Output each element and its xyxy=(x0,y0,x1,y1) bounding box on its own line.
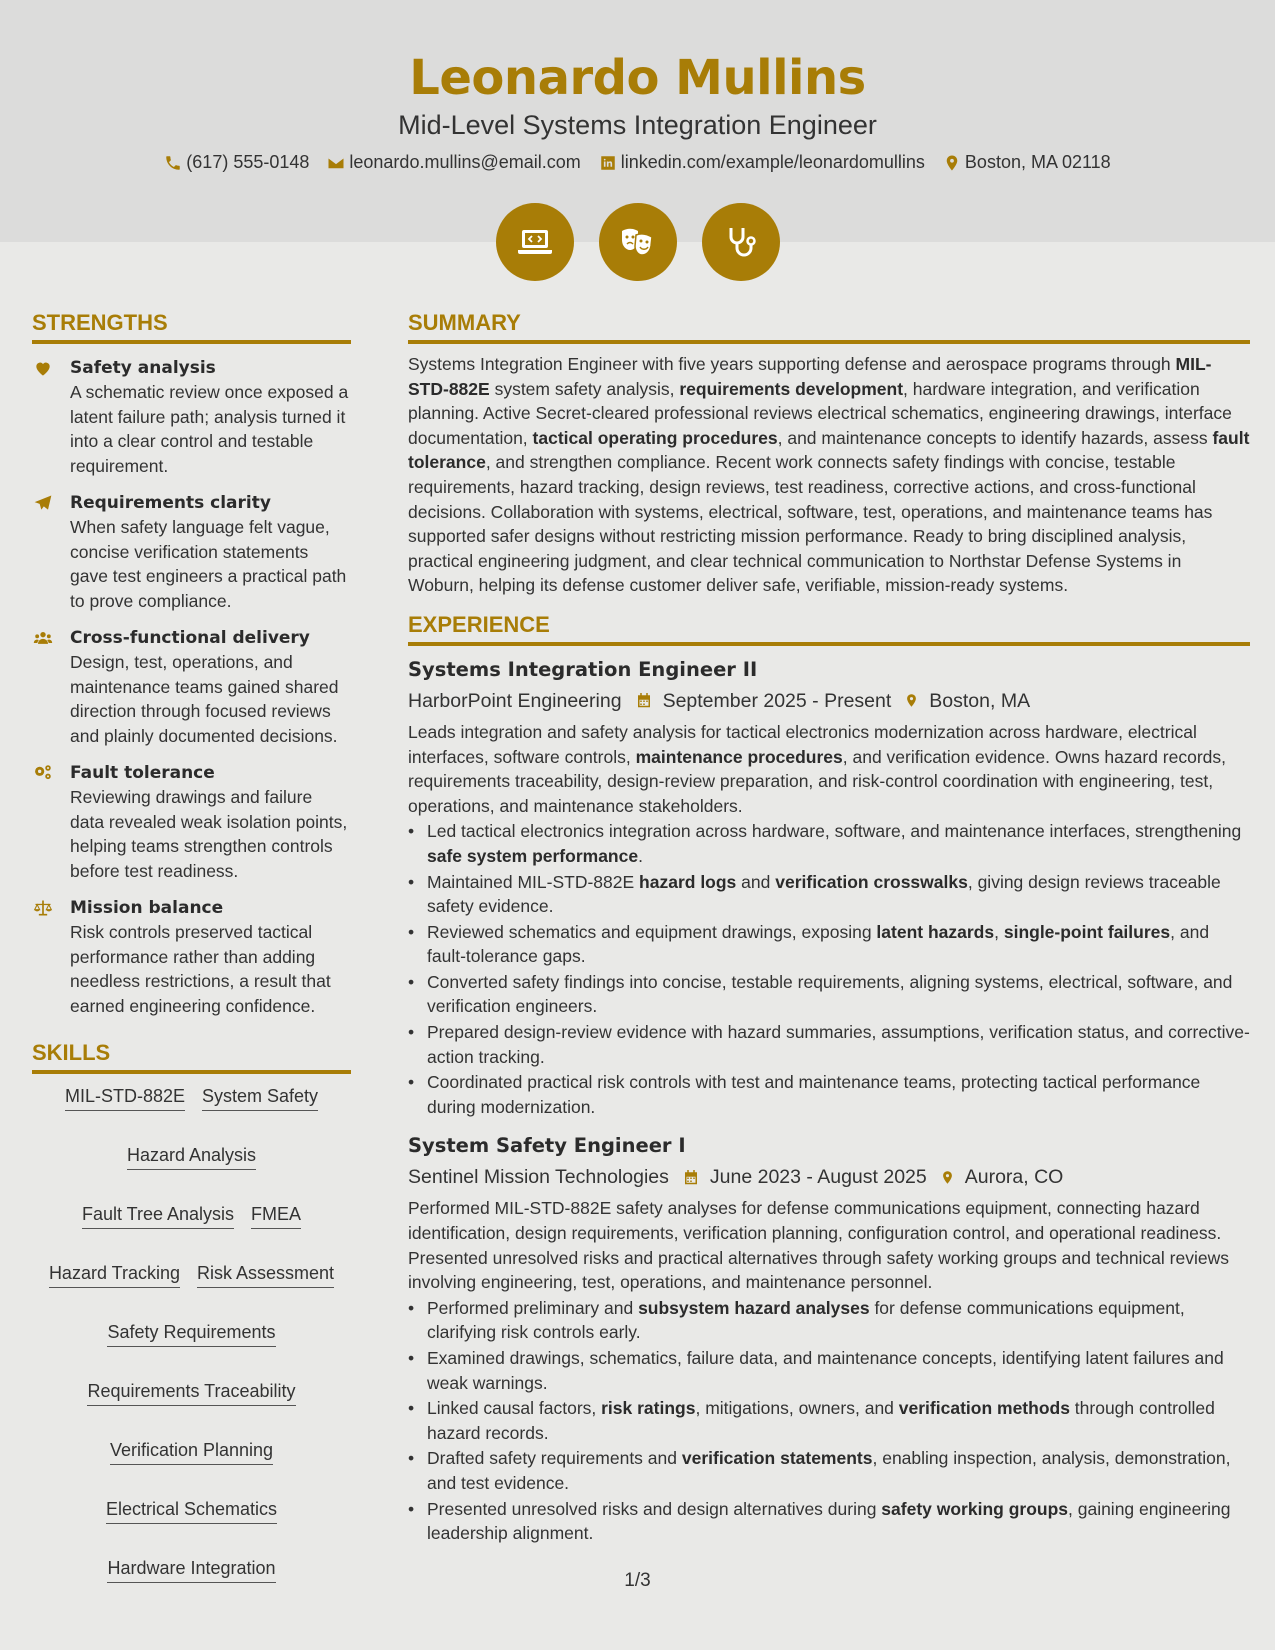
strength-text: Reviewing drawings and failure data revealed weak isolation points, helping teams strengthen controls before test readiness. xyxy=(70,787,348,881)
users-icon xyxy=(32,626,70,748)
job-bullet: • Linked causal factors, risk ratings, mitigations, owners, and verification methods through controlled hazard records. xyxy=(408,1396,1250,1445)
candidate-title: Mid-Level Systems Integration Engineer xyxy=(398,110,877,140)
envelope-icon xyxy=(327,154,345,172)
skill-tag: Risk Assessment xyxy=(197,1261,334,1288)
strength-title: Fault tolerance xyxy=(70,763,215,783)
contact-bar xyxy=(0,152,1275,173)
strength-title: Mission balance xyxy=(70,898,224,918)
stethoscope-icon xyxy=(721,222,761,262)
strength-title: Requirements clarity xyxy=(70,493,271,513)
paper-plane-icon xyxy=(32,491,70,613)
strength-item xyxy=(32,761,351,883)
job-bullet: • Performed preliminary and subsystem hazard analyses for defense communications equipment, clarifying risk controls early. xyxy=(408,1296,1250,1345)
skill-tag: Safety Requirements xyxy=(107,1320,275,1347)
job-bullet: • Maintained MIL-STD-882E hazard logs and verification crosswalks, giving design reviews traceable safety evidence. xyxy=(408,870,1250,919)
strength-text: Risk controls preserved tactical performance rather than adding needless restrictions, a result that earned engineering confidence. xyxy=(70,922,331,1016)
cogs-icon xyxy=(32,761,70,883)
theater-masks-icon xyxy=(618,222,658,262)
laptop-code-icon xyxy=(515,222,555,262)
summary-text: Systems Integration Engineer with five years supporting defense and aerospace programs through MIL-STD-882E system safety analysis, requirements development, hardware integration, and verification planning. Active Secret-cleared professional reviews electrical schematics, engineering drawings, interface documentation, tactical operating procedures, and maintenance concepts to identify hazards, assess fault tolerance, and strengthen compliance. Recent work connects safety findings with concise, testable requirements, hazard tracking, design reviews, test readiness, corrective actions, and cross-functional decisions. Collaboration with systems, electrical, software, test, operations, and maintenance teams has supported safer designs without restricting mission performance. Ready to bring disciplined analysis, practical engineering judgment, and clear technical communication to Northstar Defense Systems in Woburn, helping its defense customer deliver safe, verifiable, mission-ready systems. xyxy=(408,354,1250,596)
skill-tag: Fault Tree Analysis xyxy=(82,1202,234,1229)
job-bullet: • Prepared design-review evidence with hazard summaries, assumptions, verification status, and corrective-action tracking. xyxy=(408,1020,1250,1069)
linkedin-text: linkedin.com/example/leonardomullins xyxy=(620,152,925,172)
job-description: Performed MIL-STD-882E safety analyses for defense communications equipment, connecting hazard identification, design requirements, verification planning, configuration control, and operational readiness. Presented unresolved risks and practical alternatives through safety working groups and technical reviews involving engineering, test, operations, and maintenance personnel. xyxy=(408,1198,1229,1293)
job-bullet: • Presented unresolved risks and design alternatives during safety working groups, gaining engineering leadership alignment. xyxy=(408,1497,1250,1546)
job-meta xyxy=(408,686,1250,716)
skill-tag: Verification Planning xyxy=(110,1438,273,1465)
heart-icon xyxy=(32,356,70,478)
skill-tag: MIL-STD-882E xyxy=(65,1084,185,1111)
skill-tag: Hazard Tracking xyxy=(49,1261,180,1288)
job-description: Leads integration and safety analysis for tactical electronics modernization across hardware, electrical interfaces, software controls, maintenance procedures, and verification evidence. Owns hazard records, requirements traceability, design-review preparation, and risk-control coordination with engineering, test, operations, and maintenance stakeholders. xyxy=(408,721,1227,816)
map-pin-icon xyxy=(940,1168,955,1187)
strength-item xyxy=(32,356,351,478)
job-entry xyxy=(408,1132,1250,1545)
badge-masks xyxy=(599,203,677,281)
skill-tag: Requirements Traceability xyxy=(87,1379,295,1406)
job-meta xyxy=(408,1162,1250,1192)
job-title: System Safety Engineer I xyxy=(408,1134,686,1158)
contact-phone xyxy=(164,152,309,173)
map-pin-icon xyxy=(904,691,919,710)
right-column xyxy=(408,310,1250,1547)
left-column xyxy=(32,310,351,1583)
contact-email[interactable] xyxy=(327,152,580,173)
balance-scale-icon xyxy=(32,896,70,1018)
phone-text: (617) 555-0148 xyxy=(186,152,310,172)
skill-tag: FMEA xyxy=(251,1202,301,1229)
location-text: Boston, MA 02118 xyxy=(964,152,1111,172)
job-bullets xyxy=(408,819,1250,1119)
job-bullet: • Examined drawings, schematics, failure data, and maintenance concepts, identifying latent failures and weak warnings. xyxy=(408,1346,1250,1395)
job-bullet: • Led tactical electronics integration across hardware, software, and maintenance interfaces, strengthening safe system performance. xyxy=(408,819,1250,868)
badge-laptop xyxy=(496,203,574,281)
contact-location xyxy=(943,152,1111,173)
interest-badges xyxy=(0,203,1275,281)
strength-item xyxy=(32,491,351,613)
strength-title: Safety analysis xyxy=(70,358,216,378)
job-title: Systems Integration Engineer II xyxy=(408,657,758,681)
experience-heading: EXPERIENCE xyxy=(408,612,1250,646)
calendar-icon xyxy=(682,1168,700,1187)
email-text: leonardo.mullins@email.com xyxy=(349,152,581,172)
strength-text: When safety language felt vague, concise verification statements gave test engineers a practical path to prove compliance. xyxy=(70,517,347,611)
phone-icon xyxy=(164,154,182,172)
skill-tag: Electrical Schematics xyxy=(106,1497,277,1524)
job-bullet: • Reviewed schematics and equipment drawings, exposing latent hazards, single-point failures, and fault-tolerance gaps. xyxy=(408,920,1250,969)
job-bullets xyxy=(408,1296,1250,1546)
strengths-heading: STRENGTHS xyxy=(32,310,351,344)
job-bullet: • Drafted safety requirements and verification statements, enabling inspection, analysis, demonstration, and test evidence. xyxy=(408,1446,1250,1495)
job-bullet: • Coordinated practical risk controls with test and maintenance teams, protecting tactical performance during modernization. xyxy=(408,1070,1250,1119)
job-dates: September 2025 - Present xyxy=(662,689,892,712)
linkedin-icon xyxy=(599,154,617,172)
strength-text: Design, test, operations, and maintenance teams gained shared direction through focused reviews and plainly documented decisions. xyxy=(70,652,339,746)
skill-tag: Hazard Analysis xyxy=(127,1143,256,1170)
strength-item xyxy=(32,626,351,748)
page-number: 1/3 xyxy=(624,1570,651,1591)
calendar-icon xyxy=(635,691,653,710)
job-bullet: • Converted safety findings into concise, testable requirements, aligning systems, electrical, software, and verification engineers. xyxy=(408,970,1250,1019)
strengths-list xyxy=(32,356,351,1018)
job-company: HarborPoint Engineering xyxy=(408,689,622,712)
skill-tag: System Safety xyxy=(202,1084,318,1111)
skill-tag: Hardware Integration xyxy=(107,1556,275,1583)
strength-item xyxy=(32,896,351,1018)
candidate-name: Leonardo Mullins xyxy=(409,50,866,106)
experience-list xyxy=(408,656,1250,1546)
job-location: Aurora, CO xyxy=(964,1166,1064,1189)
job-entry xyxy=(408,656,1250,1120)
summary-heading: SUMMARY xyxy=(408,310,1250,344)
contact-linkedin[interactable] xyxy=(599,152,925,173)
job-dates: June 2023 - August 2025 xyxy=(709,1166,927,1189)
strength-text: A schematic review once exposed a latent failure path; analysis turned it into a clear control and testable requirement. xyxy=(70,382,349,476)
job-company: Sentinel Mission Technologies xyxy=(408,1166,669,1189)
skills-heading: SKILLS xyxy=(32,1040,351,1074)
badge-stethoscope xyxy=(702,203,780,281)
skills-list xyxy=(32,1084,351,1583)
strength-title: Cross-functional delivery xyxy=(70,628,310,648)
job-location: Boston, MA xyxy=(929,689,1031,712)
map-pin-icon xyxy=(943,154,961,172)
